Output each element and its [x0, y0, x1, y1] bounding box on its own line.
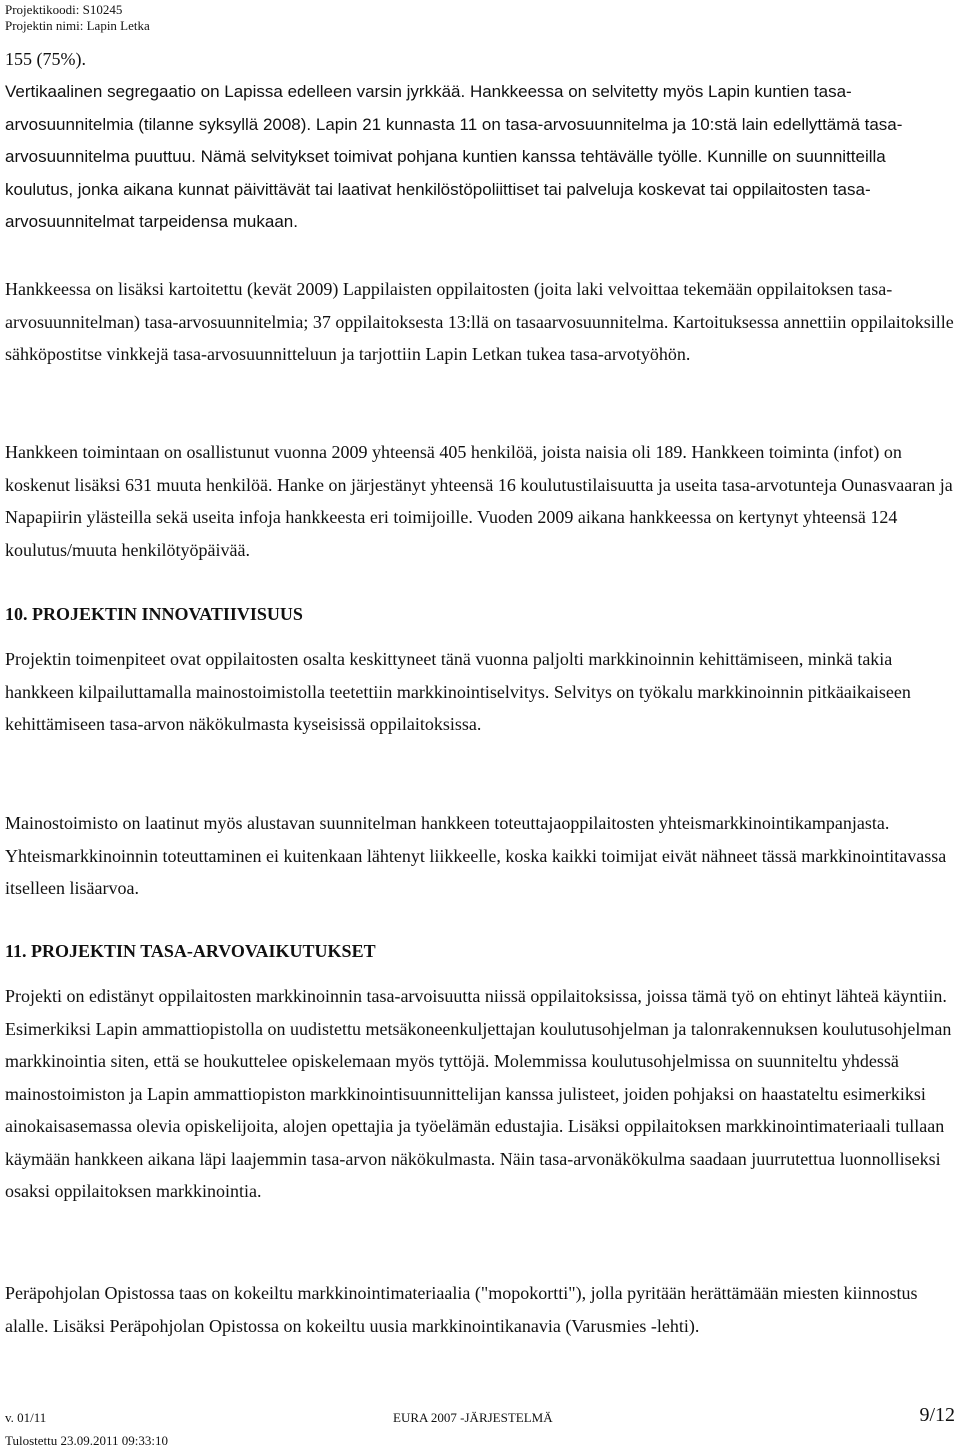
paragraph-edistanyt: Projekti on edistänyt oppilaitosten markkinoinnin tasa-arvoisuutta niissä oppilaitoksissa, joissa tämä työ on ehtinyt lähteä käyntiin. Esimerkiksi Lapin ammattiopistolla on uudistettu metsäkoneenkuljettajan koulutusohjelman ja talonrakennuksen koulutusohjelman markkinointia siten, että se houkuttelee opiskelemaan myös tyttöjä. Molemmissa koulutusohjelmissa on suunniteltu yhdessä mainostoimiston ja Lapin ammattiopiston markkinointisuunnittelijan kanssa julisteet, joiden pohjaksi on haastateltu esimerkiksi ainokaisasemassa olevia opiskelijoita, alojen opettajia ja työelämän edustajia. Lisäksi oppilaitoksen markkinointimateriaali tullaan käymään hankkeen aikana läpi laajemmin tasa-arvon näkökulmasta. Näin tasa-arvonäkökulma saadaan juurrutettua luonnolliseksi osaksi oppilaitoksen markkinointia. [5, 986, 952, 1201]
footer-version: v. 01/11 [5, 1410, 47, 1425]
paragraph-perapohjola: Peräpohjolan Opistossa taas on kokeiltu markkinointimateriaalia ("mopokortti"), jolla pyritään herättämään miesten kiinnostus alalle. Lisäksi Peräpohjolan Opistossa on kokeiltu uusia markkinointikanavia (Varusmies -lehti). [5, 1283, 918, 1336]
paragraph-toimenpiteet: Projektin toimenpiteet ovat oppilaitosten osalta keskittyneet tänä vuonna paljolti markkinoinnin kehittämiseen, minkä takia hankkeen kilpailuttamalla mainostoimistolla teetettiin markkinointiselvitys. Selvitys on työkalu markkinoinnin pitkäaikaiseen kehittämiseen tasa-arvon näkökulmasta kyseisissä oppilaitoksissa. [5, 649, 911, 734]
footer-printed: Tulostettu 23.09.2011 09:33:10 [5, 1433, 169, 1448]
intro-sans-text: Vertikaalinen segregaatio on Lapissa edelleen varsin jyrkkää. Hankkeessa on selvitetty myös Lapin kuntien tasa-arvosuunnitelmia (tilanne syksyllä 2008). Lapin 21 kunnasta 11 on tasa-arvosuunnitelma ja 10:stä lain edellyttämä tasa-arvosuunnitelma puuttuu. Nämä selvitykset toimivat pohjana kuntien kanssa tehtävälle työlle. [5, 82, 903, 166]
intro-serif-text: Kunnille on suunnitteilla koulutus, jonka aikana kunnat päivittävät tai laativat henkilöstöpoliittiset tai palveluja koskevat tai oppilaitosten tasa-arvosuunnitelmat tarpeidensa mukaan. [5, 147, 886, 231]
intro-line: 155 (75%). [5, 49, 86, 69]
intro-sans-paragraph [5, 76, 955, 239]
page-number: 9/12 [919, 1404, 955, 1426]
paragraph-kartoitus: Hankkeessa on lisäksi kartoitettu (kevät 2009) Lappilaisten oppilaitosten (joita laki velvoittaa tekemään oppilaitoksen tasa-arvosuunnitelman) tasa-arvosuunnitelmia; 37 oppilaitoksesta 13:llä on tasaarvosuunnitelma. Kartoituksessa annettiin oppilaitoksille sähköpostitse vinkkejä tasa-arvosuunnitteluun ja tarjottiin Lapin Letkan tukea tasa-arvotyöhön. [5, 279, 954, 364]
project-name: Projektin nimi: Lapin Letka [5, 18, 150, 33]
paragraph-osallistujat: Hankkeen toimintaan on osallistunut vuonna 2009 yhteensä 405 henkilöä, joista naisia oli 189. Hankkeen toiminta (infot) on koskenut lisäksi 631 muuta henkilöä. Hanke on järjestänyt yhteensä 16 koulutustilaisuutta ja useita tasa-arvotunteja Ounasvaaran ja Napapiirin ylästeilla sekä useita infoja hankkeesta eri toimijoille. Vuoden 2009 aikana hankkeessa on kertynyt yhteensä 124 koulutus/muuta henkilötyöpäivää. [5, 442, 953, 560]
footer-system: EURA 2007 -JÄRJESTELMÄ [393, 1410, 553, 1425]
heading-tasa-arvovaikutukset: 11. PROJEKTIN TASA-ARVOVAIKUTUKSET [5, 941, 376, 961]
document-header [5, 2, 150, 34]
paragraph-mainostoimisto: Mainostoimisto on laatinut myös alustavan suunnitelman hankkeen toteuttajaoppilaitosten yhteismarkkinointikampanjasta. Yhteismarkkinoinnin toteuttaminen ei kuitenkaan lähtenyt liikkeelle, koska kaikki toimijat eivät nähneet tässä markkinointitavassa itselleen lisäarvoa. [5, 813, 947, 898]
project-code: Projektikoodi: S10245 [5, 2, 123, 17]
heading-innovatiivisuus: 10. PROJEKTIN INNOVATIIVISUUS [5, 604, 303, 624]
